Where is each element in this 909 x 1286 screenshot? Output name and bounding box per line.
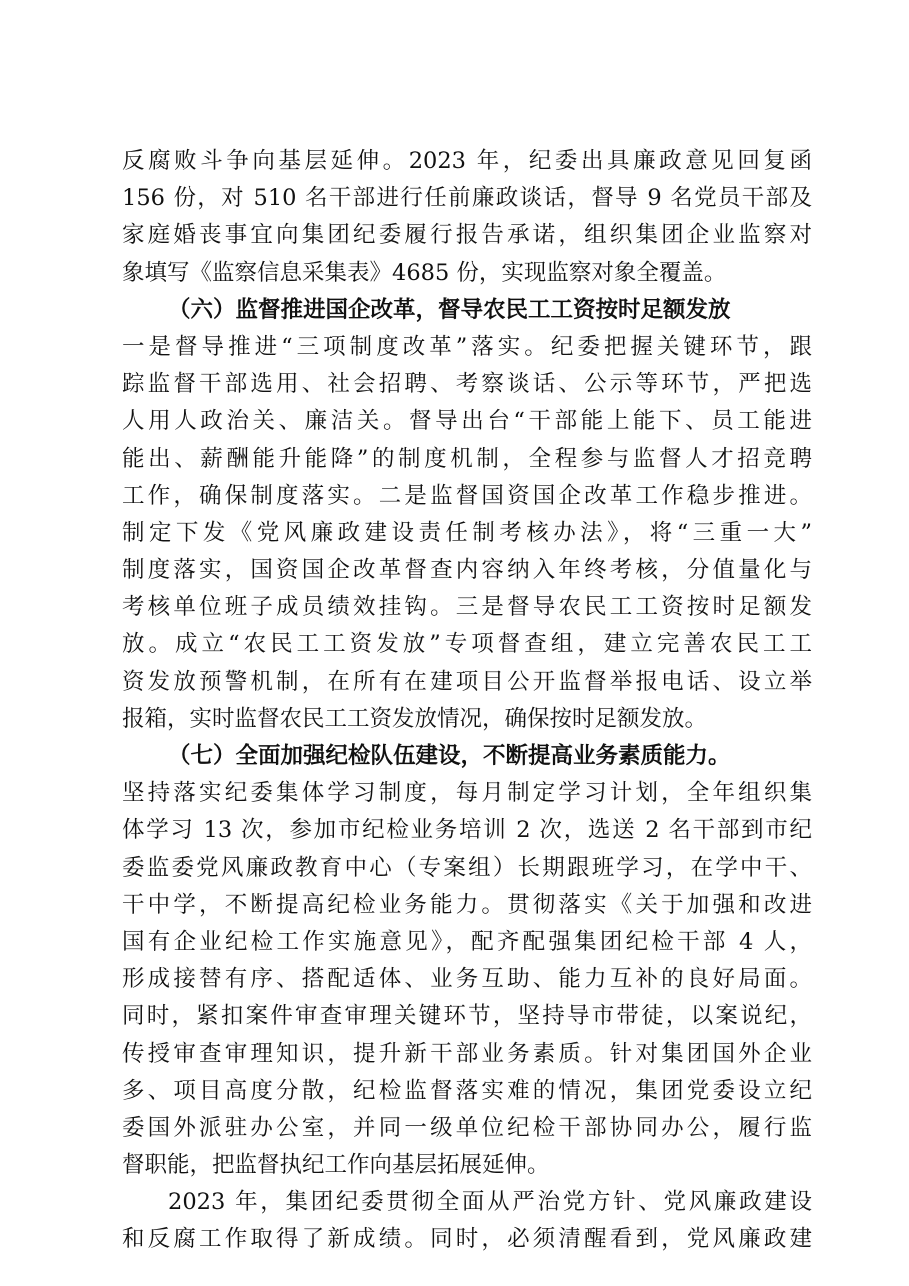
document-body: [122, 143, 812, 1259]
text-line: 体学习 13 次，参加市纪检业务培训 2 次，选送 2 名干部到市纪: [122, 817, 812, 844]
text-line: 能出、薪酬能升能降”的制度机制，全程参与监督人才招竞聘: [122, 445, 812, 472]
paragraph-team-building: [122, 775, 812, 1184]
text-line: 委国外派驻办公室，并同一级单位纪检干部协同办公，履行监: [122, 1114, 812, 1141]
text-line: 考核单位班子成员绩效挂钩。三是督导农民工工资按时足额发: [122, 594, 812, 621]
section-heading-7: [122, 738, 812, 775]
text-line: 国有企业纪检工作实施意见》，配齐配强集团纪检干部 4 人，: [122, 928, 812, 955]
text-line: 委监委党风廉政教育中心（专案组）长期跟班学习，在学中干、: [122, 854, 812, 881]
text-line: 制度落实，国资国企改革督查内容纳入年终考核，分值量化与: [122, 557, 812, 584]
paragraph-anti-corruption-extension: [122, 143, 812, 292]
text-line: 形成接替有序、搭配适体、业务互助、能力互补的良好局面。: [122, 966, 812, 993]
heading-text: （六）监督推进国企改革，督导农民工工资按时足额发放: [168, 296, 731, 323]
paragraph-summary-2023: [122, 1184, 812, 1258]
text-line: 和反腐工作取得了新成绩。同时，必须清醒看到，党风廉政建: [122, 1226, 812, 1253]
text-line: 放。成立“农民工工资发放”专项督查组，建立完善农民工工: [122, 631, 812, 658]
paragraph-soe-reform: [122, 329, 812, 738]
text-line: 制定下发《党风廉政建设责任制考核办法》，将“三重一大”: [122, 519, 812, 546]
text-line: 督职能，把监督执纪工作向基层拓展延伸。: [122, 1152, 550, 1179]
text-line: 干中学，不断提高纪检业务能力。贯彻落实《关于加强和改进: [122, 891, 812, 918]
text-line: 资发放预警机制，在所有在建项目公开监督举报电话、设立举: [122, 668, 812, 695]
text-line: 坚持落实纪委集体学习制度，每月制定学习计划，全年组织集: [122, 780, 812, 807]
text-line: 象填写《监察信息采集表》4685 份，实现监察对象全覆盖。: [122, 259, 727, 286]
text-line: 同时，紧扣案件审查审理关键环节，坚持导市带徒，以案说纪，: [122, 1003, 812, 1030]
text-line: 反腐败斗争向基层延伸。2023 年，纪委出具廉政意见回复函: [122, 148, 812, 174]
text-line: 2023 年，集团纪委贯彻全面从严治党方针、党风廉政建设: [168, 1189, 812, 1216]
text-line: 踪监督干部选用、社会招聘、考察谈话、公示等环节，严把选: [122, 371, 812, 398]
text-line: 多、项目高度分散，纪检监督落实难的情况，集团党委设立纪: [122, 1077, 812, 1104]
heading-text: （七）全面加强纪检队伍建设，不断提高业务素质能力。: [168, 743, 731, 769]
text-line: 工作，确保制度落实。二是监督国资国企改革工作稳步推进。: [122, 482, 812, 509]
section-heading-6: [122, 292, 812, 329]
text-line: 报箱，实时监督农民工工资发放情况，确保按时足额发放。: [122, 705, 708, 732]
text-line: 156 份，对 510 名干部进行任前廉政谈话，督导 9 名党员干部及: [122, 185, 812, 212]
text-line: 人用人政治关、廉洁关。督导出台“干部能上能下、员工能进: [122, 408, 812, 435]
text-line: 一是督导推进“三项制度改革”落实。纪委把握关键环节，跟: [122, 333, 812, 360]
text-line: 家庭婚丧事宜向集团纪委履行报告承诺，组织集团企业监察对: [122, 222, 812, 249]
text-line: 传授审查审理知识，提升新干部业务素质。针对集团国外企业: [122, 1040, 812, 1067]
